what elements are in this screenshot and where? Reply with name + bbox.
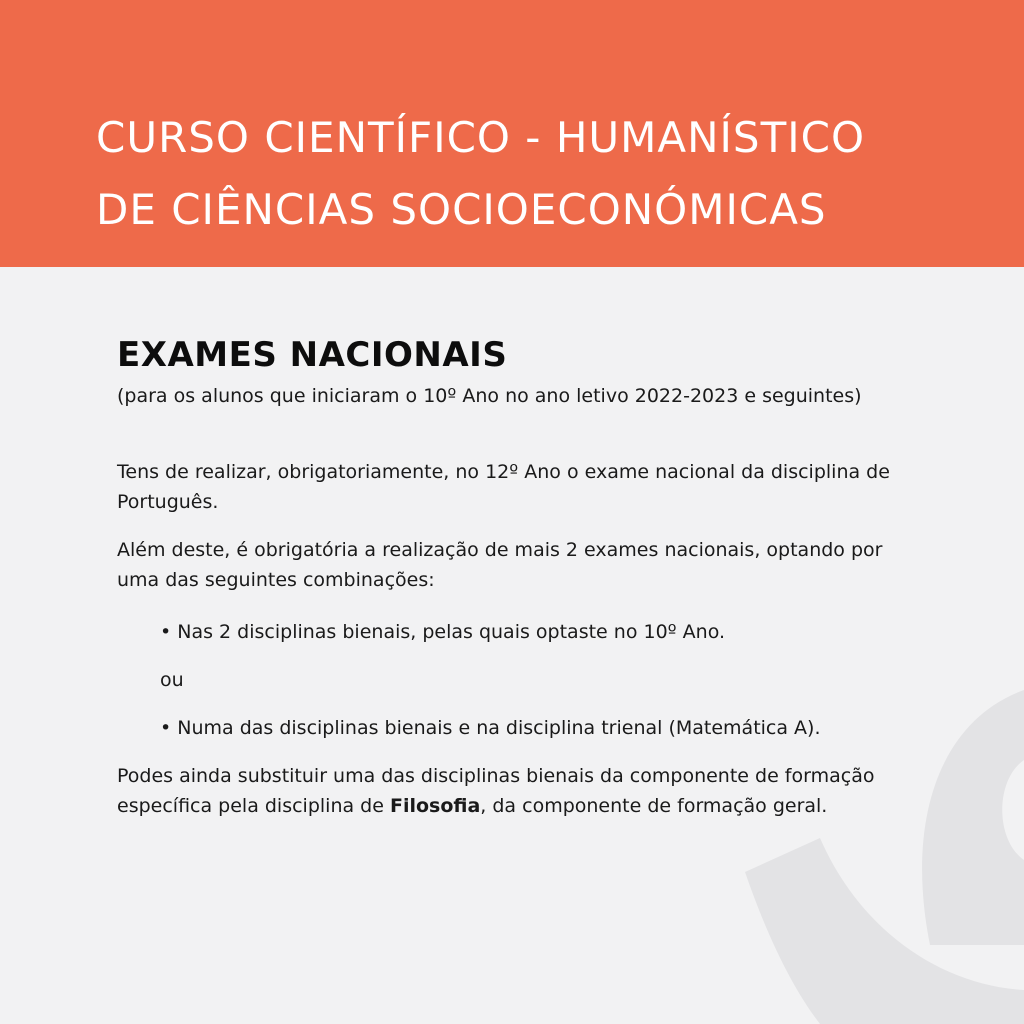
list-item-option-1: • Nas 2 disciplinas bienais, pelas quais optaste no 10º Ano. (160, 620, 726, 643)
substitution-text-end: , da componente de formação geral. (480, 794, 828, 817)
paragraph-substitution (117, 761, 927, 821)
section-subtitle: (para os alunos que iniciaram o 10º Ano no ano letivo 2022-2023 e seguintes) (117, 385, 862, 407)
main-content (117, 335, 927, 821)
paragraph-portugues-exam: Tens de realizar, obrigatoriamente, no 12º Ano o exame nacional da disciplina de Português. (117, 460, 890, 513)
list-item-option-2: • Numa das disciplinas bienais e na disciplina trienal (Matemática A). (160, 716, 821, 739)
header-banner (0, 0, 1024, 267)
paragraph-additional-exams: Além deste, é obrigatória a realização de mais 2 exames nacionais, optando por uma das seguintes combinações: (117, 538, 883, 591)
header-title-line-1: CURSO CIENTÍFICO - HUMANÍSTICO (96, 113, 865, 162)
substitution-text-start: Podes ainda substituir uma das disciplinas bienais da componente de formação específica pela disciplina de (117, 764, 875, 817)
option-separator: ou (160, 668, 184, 691)
section-title: EXAMES NACIONAIS (117, 335, 508, 375)
subject-filosofia: Filosofia (389, 794, 481, 817)
header-title-line-2: DE CIÊNCIAS SOCIOECONÓMICAS (96, 185, 827, 234)
